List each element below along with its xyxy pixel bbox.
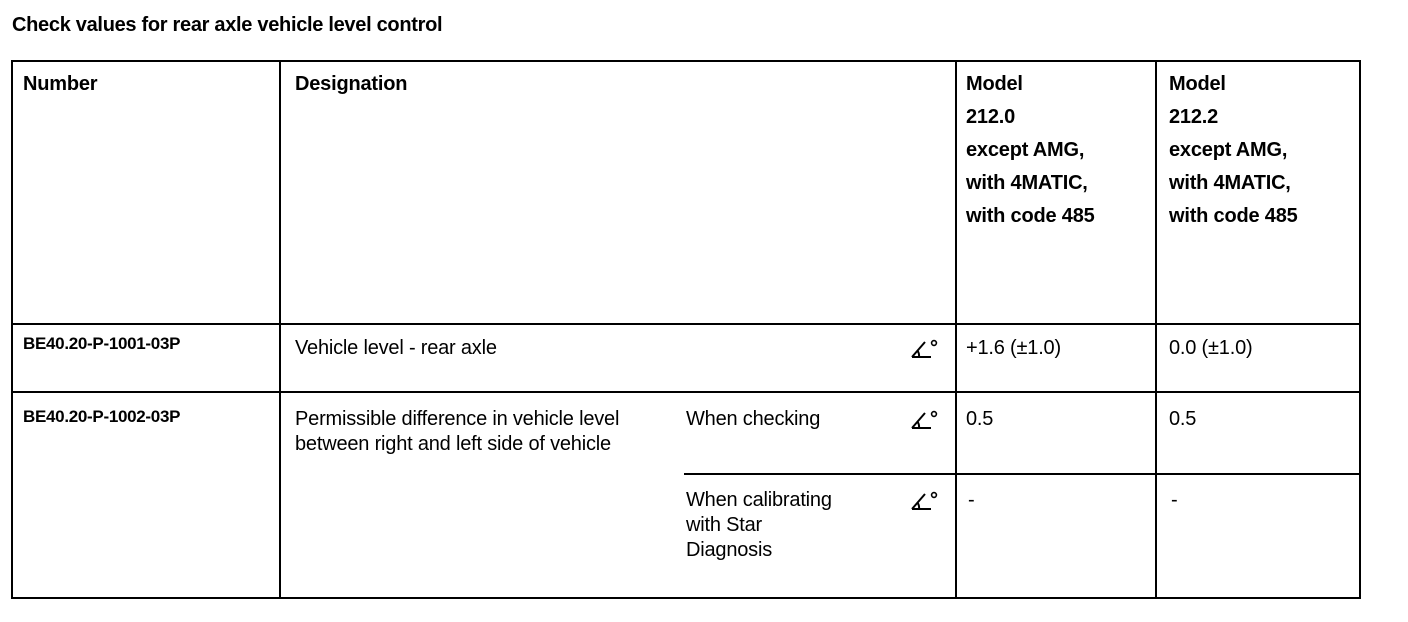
angle-degree-icon <box>909 490 939 512</box>
row-2-designation-line: between right and left side of vehicle <box>295 433 611 455</box>
table-border-top <box>11 60 1361 62</box>
header-number: Number <box>23 73 98 95</box>
header-model-1-line: 212.0 <box>966 106 1016 128</box>
row-1-designation: Vehicle level - rear axle <box>295 337 497 359</box>
column-divider-designation <box>955 60 957 599</box>
subrow-2-condition-line: with Star <box>686 514 763 536</box>
check-values-table <box>11 60 1361 599</box>
subrow-2-condition <box>686 488 832 563</box>
header-model-2 <box>1169 68 1298 233</box>
row-1-model-1-value: +1.6 (±1.0) <box>966 337 1061 359</box>
header-model-1 <box>966 68 1095 233</box>
subrow-1-condition: When checking <box>686 408 821 430</box>
header-model-1-line: with code 485 <box>966 205 1095 227</box>
row-2-designation-line: Permissible difference in vehicle level <box>295 408 620 430</box>
header-model-1-line: with 4MATIC, <box>966 172 1088 194</box>
column-divider-number <box>279 60 281 599</box>
header-model-2-line: with code 485 <box>1169 205 1298 227</box>
row-1-number: BE40.20-P-1001-03P <box>23 334 181 353</box>
page-title: Check values for rear axle vehicle level control <box>12 14 443 36</box>
angle-degree-icon <box>909 409 939 431</box>
subrow-1-model-2-value: 0.5 <box>1169 408 1197 430</box>
row-1-model-2-value: 0.0 (±1.0) <box>1169 337 1253 359</box>
column-divider-model <box>1155 60 1157 599</box>
header-model-2-line: with 4MATIC, <box>1169 172 1291 194</box>
header-model-2-line: Model <box>1169 73 1226 95</box>
table-border-bottom <box>11 597 1361 599</box>
header-model-2-line: except AMG, <box>1169 139 1288 161</box>
angle-degree-icon <box>909 338 939 360</box>
row-2-number: BE40.20-P-1002-03P <box>23 407 181 426</box>
subrow-2-model-1-value: - <box>968 489 975 511</box>
row-divider <box>11 391 1361 393</box>
subrow-2-condition-line: Diagnosis <box>686 539 773 561</box>
header-model-1-line: Model <box>966 73 1023 95</box>
table-border-right <box>1359 60 1361 599</box>
header-model-1-line: except AMG, <box>966 139 1085 161</box>
subrow-2-condition-line: When calibrating <box>686 489 832 511</box>
subrow-2-model-2-value: - <box>1171 489 1178 511</box>
header-model-2-line: 212.2 <box>1169 106 1219 128</box>
row-2-designation <box>295 407 619 457</box>
subrow-1-model-1-value: 0.5 <box>966 408 994 430</box>
subrow-divider <box>684 473 1361 475</box>
header-divider <box>11 323 1361 325</box>
table-border-left <box>11 60 13 599</box>
header-designation: Designation <box>295 73 408 95</box>
